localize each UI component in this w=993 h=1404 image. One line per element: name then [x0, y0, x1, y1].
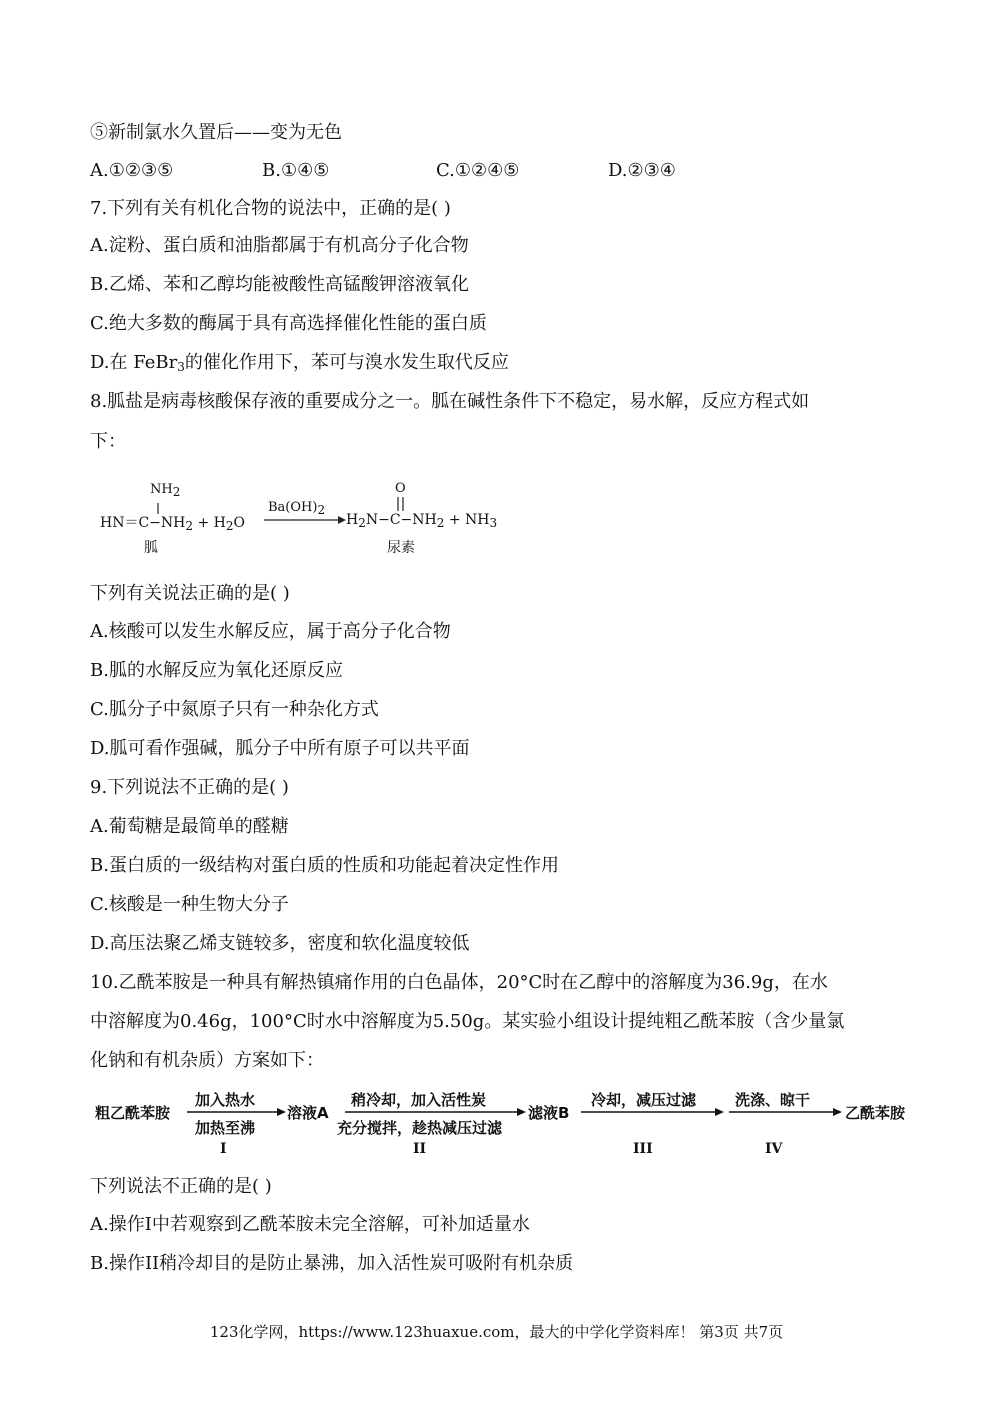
page-footer: 123化学网，https://www.123huaxue.com，最大的中学化学资料库！ 第3页 共7页	[209, 1323, 784, 1341]
arrow1-bottom: 加热至沸	[195, 1119, 256, 1137]
text-line: 中溶解度为0.46g，100°C时水中溶解度为5.50g。某实验小组设计提纯粗乙酰苯胺（含少量氯	[90, 1011, 845, 1032]
question-9: 9.下列说法不正确的是( )	[90, 777, 289, 798]
question-10: 10.乙酰苯胺是一种具有解热镇痛作用的白色晶体，20°C时在乙醇中的溶解度为36.9g，在水	[90, 972, 828, 993]
option-c: C.①②④⑤	[436, 160, 520, 181]
text-line: C.绝大多数的酶属于具有高选择催化性能的蛋白质	[90, 313, 487, 334]
option-a: A.①②③⑤	[90, 160, 174, 181]
text-line: 化钠和有机杂质）方案如下：	[90, 1050, 324, 1071]
text-line: B.乙烯、苯和乙醇均能被酸性高锰酸钾溶液氧化	[90, 274, 469, 295]
text-line: A.葡萄糖是最简单的醛糖	[90, 816, 289, 837]
arrow3-top: 冷却，减压过滤	[591, 1091, 697, 1109]
purification-flowchart	[95, 1085, 920, 1160]
guanidine-formula: HN＝C−NH2 + H2O	[100, 515, 245, 533]
text-line: A.核酸可以发生水解反应，属于高分子化合物	[90, 621, 451, 642]
text-line: 下列说法不正确的是( )	[90, 1176, 272, 1197]
reaction-equation	[100, 480, 520, 560]
text-line: D.高压法聚乙烯支链较多，密度和软化温度较低	[90, 933, 470, 954]
text-line: B.蛋白质的一级结构对蛋白质的性质和功能起着决定性作用	[90, 855, 559, 876]
arrow4-top: 洗涤、晾干	[735, 1091, 811, 1109]
urea-formula: H2N−C−NH2 + NH3	[346, 512, 498, 530]
text-line: C.核酸是一种生物大分子	[90, 894, 289, 915]
text-line: A.淀粉、蛋白质和油脂都属于有机高分子化合物	[90, 235, 469, 256]
text-line: 下列有关说法正确的是( )	[90, 583, 290, 604]
text-line: B.胍的水解反应为氧化还原反应	[90, 660, 343, 681]
option-d: D.②③④	[608, 160, 676, 181]
carbonyl-o: O	[395, 481, 406, 496]
step-3: III	[633, 1141, 653, 1157]
options-q6	[90, 159, 850, 183]
text-line: D.在 FeBr$_3$的催化作用下，苯可与溴水发生取代反应	[90, 352, 509, 374]
text-line: ⑤新制氯水久置后——变为无色	[90, 122, 342, 143]
option-b: B.①④⑤	[262, 160, 330, 181]
reagent-label: Ba(OH)2	[268, 500, 326, 517]
label-guanidine: 胍	[144, 540, 158, 556]
question-8: 8.胍盐是病毒核酸保存液的重要成分之一。胍在碱性条件下不稳定，易水解，反应方程式如	[90, 391, 810, 412]
question-7: 7.下列有关有机化合物的说法中，正确的是( )	[90, 198, 451, 219]
step-2: II	[413, 1141, 427, 1157]
text-line: A.操作I中若观察到乙酰苯胺未完全溶解，可补加适量水	[90, 1214, 530, 1235]
node-filtrate-b: 滤液B	[528, 1104, 570, 1122]
arrow2-top: 稍冷却，加入活性炭	[351, 1091, 487, 1109]
text-line: 下：	[90, 431, 126, 452]
text-line: D.胍可看作强碱，胍分子中所有原子可以共平面	[90, 738, 470, 759]
arrow2-bottom: 充分搅拌，趁热减压过滤	[337, 1119, 503, 1137]
node-crude: 粗乙酰苯胺	[95, 1104, 171, 1122]
nh2-group: NH2	[150, 482, 181, 499]
arrow1-top: 加入热水	[195, 1091, 256, 1109]
text-line: C.胍分子中氮原子只有一种杂化方式	[90, 699, 379, 720]
text-line: B.操作II稍冷却目的是防止暴沸，加入活性炭可吸附有机杂质	[90, 1253, 574, 1274]
step-1: I	[220, 1141, 227, 1157]
node-solution-a: 溶液A	[287, 1104, 329, 1122]
label-urea: 尿素	[387, 540, 415, 556]
node-product: 乙酰苯胺	[845, 1104, 906, 1122]
step-4: IV	[765, 1141, 783, 1157]
